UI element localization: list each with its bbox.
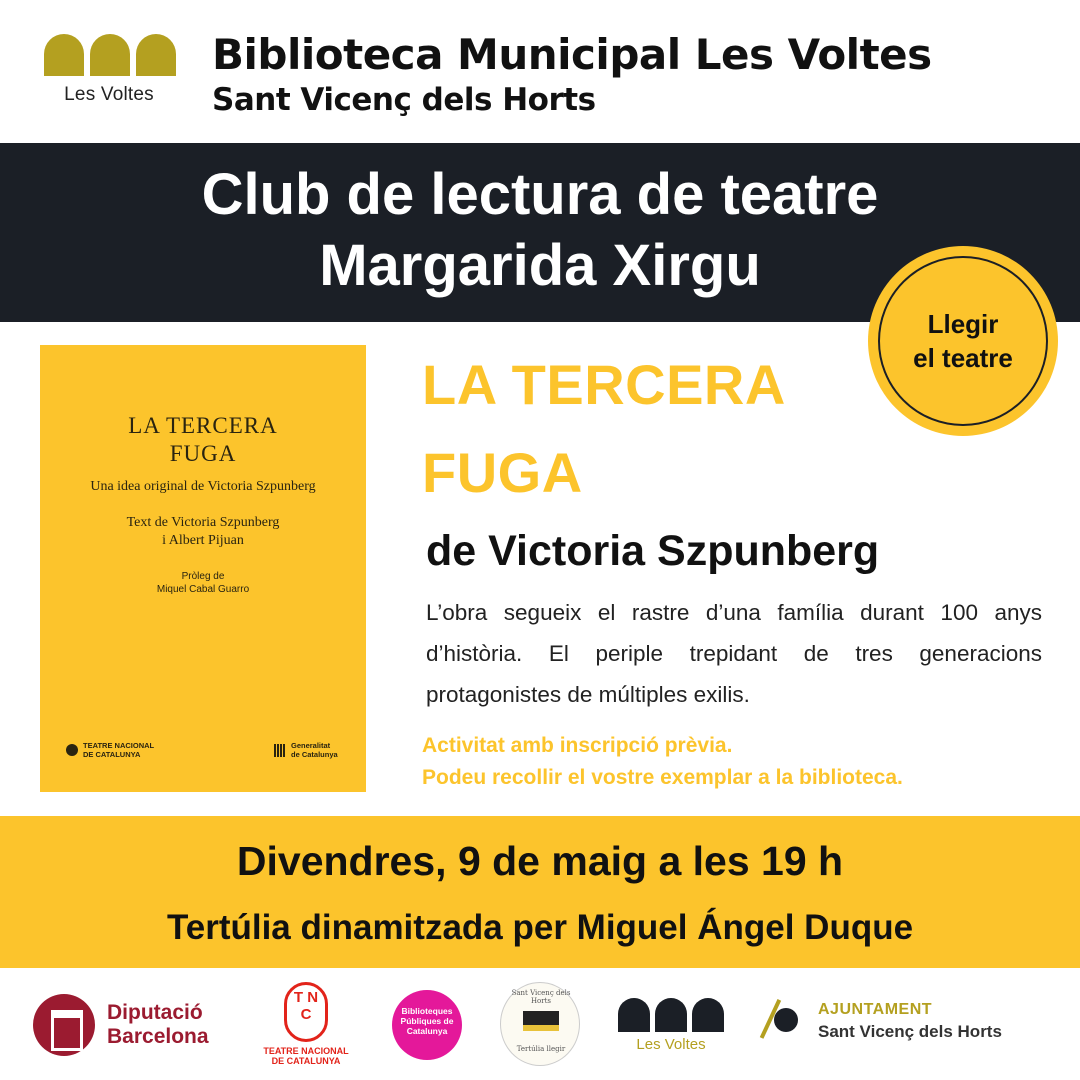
cover-publisher-tnc bbox=[66, 741, 154, 759]
play-title-line2: FUGA bbox=[422, 441, 583, 504]
book-cover bbox=[40, 345, 366, 792]
cover-publisher2-line2: de Catalunya bbox=[291, 750, 338, 759]
llegir-teatre-badge bbox=[868, 246, 1058, 436]
cover-publisher1-line2: DE CATALUNYA bbox=[83, 750, 141, 759]
logo-text: Les Voltes bbox=[64, 84, 154, 105]
tnc-mark-icon: T N C bbox=[284, 982, 328, 1042]
tnc-line2: DE CATALUNYA bbox=[271, 1056, 341, 1066]
badge-line2: el teatre bbox=[913, 343, 1013, 373]
club-title-line1: Club de lectura de teatre bbox=[201, 162, 879, 227]
cover-publisher1-line1: TEATRE NACIONAL bbox=[83, 741, 155, 750]
three-arches-logo-icon bbox=[44, 34, 178, 76]
sponsor-logos bbox=[0, 968, 1080, 1080]
tertulia-club-logo bbox=[500, 982, 580, 1066]
les-voltes-logo bbox=[44, 34, 178, 114]
badge-line1: Llegir bbox=[927, 309, 999, 339]
diputacio-line1: Diputació bbox=[107, 1001, 203, 1024]
club-title-line2: Margarida Xirgu bbox=[319, 233, 761, 298]
ajuntament-emblem-icon bbox=[764, 996, 808, 1046]
club-logo-bottom-text: Tertúlia llegir bbox=[516, 1045, 566, 1053]
cover-publisher2-line1: Generalitat bbox=[291, 741, 331, 750]
play-title-line1: LA TERCERA bbox=[422, 353, 786, 416]
cover-publisher-generalitat bbox=[274, 741, 338, 759]
tnc-line1: TEATRE NACIONAL bbox=[263, 1046, 349, 1056]
ajuntament-logo bbox=[764, 996, 1002, 1046]
cover-prologue-line1: Pròleg de bbox=[181, 571, 225, 582]
pickup-note: Podeu recollir el vostre exemplar a la biblioteca. bbox=[422, 766, 903, 789]
generalitat-bars-icon bbox=[274, 744, 286, 757]
cover-prologue-line2: Miquel Cabal Guarro bbox=[156, 584, 250, 595]
event-host: Tertúlia dinamitzada per Miguel Ángel Duque bbox=[166, 908, 914, 947]
diputacio-logo bbox=[33, 994, 209, 1056]
tnc-emblem-icon bbox=[66, 744, 78, 756]
event-date: Divendres, 9 de maig a les 19 h bbox=[236, 838, 844, 884]
cover-text-line2: i Albert Pijuan bbox=[162, 533, 244, 548]
event-date-band bbox=[0, 816, 1080, 968]
library-title: Biblioteca Municipal Les Voltes bbox=[212, 30, 932, 79]
library-subtitle: Sant Vicenç dels Horts bbox=[212, 82, 596, 118]
diputacio-line2: Barcelona bbox=[107, 1025, 209, 1048]
cover-title-line1: LA TERCERA bbox=[128, 413, 278, 438]
ajuntament-line1: AJUNTAMENT bbox=[818, 1000, 933, 1018]
diputacio-crest-icon bbox=[33, 994, 95, 1056]
play-description: L’obra segueix el rastre d’una família durant 100 anys d’història. El periple trepidant de tres generacions protagonistes de múltiples exilis. bbox=[426, 600, 1042, 707]
badge-text bbox=[913, 307, 1013, 375]
header bbox=[0, 0, 1080, 143]
cover-title-line2: FUGA bbox=[169, 441, 237, 466]
cover-idea: Una idea original de Victoria Szpunberg bbox=[90, 479, 316, 494]
les-voltes-footer-logo bbox=[618, 998, 724, 1053]
ajuntament-line2: Sant Vicenç dels Horts bbox=[818, 1021, 1002, 1041]
cover-text-line1: Text de Victoria Szpunberg bbox=[126, 515, 280, 530]
tnc-logo bbox=[258, 982, 354, 1066]
open-book-icon bbox=[523, 1011, 559, 1031]
three-arches-footer-icon bbox=[618, 998, 724, 1032]
biblioteques-publiques-logo: Biblioteques Públiques de Catalunya bbox=[392, 990, 462, 1060]
registration-note: Activitat amb inscripció prèvia. bbox=[422, 734, 733, 757]
les-voltes-footer-text: Les Voltes bbox=[636, 1036, 706, 1053]
play-author: de Victoria Szpunberg bbox=[426, 527, 880, 575]
club-logo-top-text: Sant Vicenç dels Horts bbox=[511, 989, 571, 1005]
